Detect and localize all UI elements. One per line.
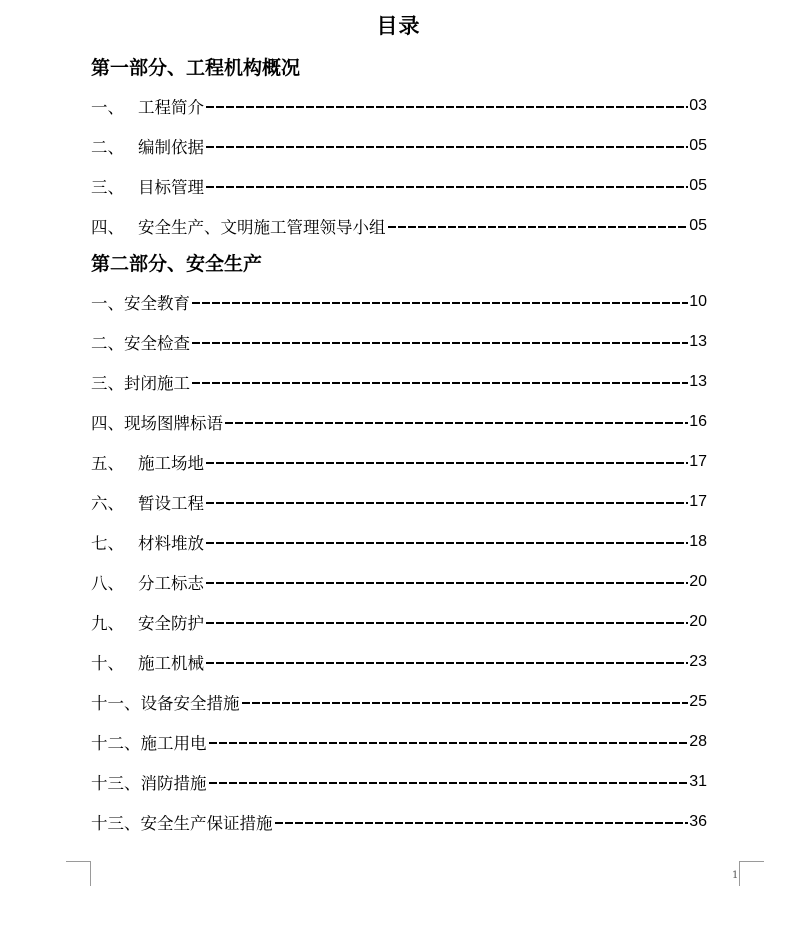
entry-page-number: 20 xyxy=(689,613,707,630)
entry-page-number: 13 xyxy=(689,333,707,350)
entry-page-number: 10 xyxy=(689,293,707,310)
entry-number: 七、 xyxy=(91,534,124,553)
entry-number: 十一、 xyxy=(91,694,141,713)
toc-entry[interactable] xyxy=(91,362,707,402)
entry-number: 二、 xyxy=(91,138,124,157)
toc-entry[interactable] xyxy=(91,802,707,842)
entry-title: 工程简介 xyxy=(138,98,204,117)
dot-leader xyxy=(206,582,688,584)
entry-title: 安全生产保证措施 xyxy=(140,814,273,833)
toc-entry[interactable] xyxy=(91,126,707,166)
dot-leader xyxy=(388,226,689,228)
entry-page-number: 03 xyxy=(689,97,707,114)
dot-leader xyxy=(206,622,688,624)
toc-entry[interactable] xyxy=(91,402,707,442)
entry-title: 施工用电 xyxy=(140,734,207,753)
entry-title: 目标管理 xyxy=(138,178,204,197)
toc-entry[interactable] xyxy=(91,166,707,206)
dot-leader xyxy=(192,382,688,384)
dot-leader xyxy=(192,342,688,344)
dot-leader xyxy=(209,782,689,784)
dot-leader xyxy=(206,662,688,664)
entry-page-number: 36 xyxy=(689,813,707,830)
entry-page-number: 05 xyxy=(689,217,707,234)
entry-title: 安全生产、文明施工管理领导小组 xyxy=(138,218,386,237)
entry-title: 施工场地 xyxy=(138,454,204,473)
entry-page-number: 17 xyxy=(689,453,707,470)
toc-entry[interactable] xyxy=(91,482,707,522)
section-heading: 第二部分、安全生产 xyxy=(91,253,263,275)
entry-title: 消防措施 xyxy=(140,774,207,793)
entry-title: 材料堆放 xyxy=(138,534,204,553)
entry-page-number: 28 xyxy=(689,733,707,750)
toc-entry[interactable] xyxy=(91,322,707,362)
table-of-contents xyxy=(91,50,707,842)
toc-entry[interactable] xyxy=(91,642,707,682)
dot-leader xyxy=(275,822,689,824)
margin-corner-mark-right xyxy=(739,861,764,886)
toc-entry[interactable] xyxy=(91,86,707,126)
entry-title: 安全检查 xyxy=(124,334,190,353)
entry-title: 设备安全措施 xyxy=(140,694,240,713)
entry-page-number: 05 xyxy=(689,177,707,194)
dot-leader xyxy=(206,186,688,188)
toc-entry[interactable] xyxy=(91,522,707,562)
entry-page-number: 16 xyxy=(689,413,707,430)
toc-entry[interactable] xyxy=(91,682,707,722)
entry-page-number: 20 xyxy=(689,573,707,590)
toc-entry[interactable] xyxy=(91,206,707,246)
dot-leader xyxy=(206,146,688,148)
entry-number: 四、 xyxy=(91,414,124,433)
entry-number: 一、 xyxy=(91,98,124,117)
entry-page-number: 13 xyxy=(689,373,707,390)
dot-leader xyxy=(206,106,688,108)
dot-leader xyxy=(206,502,688,504)
entry-title: 施工机械 xyxy=(138,654,204,673)
entry-number: 一、 xyxy=(91,294,124,313)
dot-leader xyxy=(206,462,688,464)
entry-page-number: 18 xyxy=(689,533,707,550)
footer-page-number: 1 xyxy=(732,870,739,881)
entry-number: 十三、 xyxy=(91,774,141,793)
entry-number: 三、 xyxy=(91,374,124,393)
entry-number: 十二、 xyxy=(91,734,141,753)
entry-number: 二、 xyxy=(91,334,124,353)
toc-entry[interactable] xyxy=(91,442,707,482)
toc-entry[interactable] xyxy=(91,602,707,642)
toc-entry[interactable] xyxy=(91,762,707,802)
entry-title: 封闭施工 xyxy=(124,374,190,393)
toc-entry[interactable] xyxy=(91,562,707,602)
entry-number: 六、 xyxy=(91,494,124,513)
entry-title: 分工标志 xyxy=(138,574,204,593)
dot-leader xyxy=(192,302,688,304)
margin-corner-mark-left xyxy=(66,861,91,886)
entry-page-number: 23 xyxy=(689,653,707,670)
entry-page-number: 17 xyxy=(689,493,707,510)
entry-number: 九、 xyxy=(91,614,124,633)
dot-leader xyxy=(242,702,689,704)
toc-entry[interactable] xyxy=(91,282,707,322)
entry-title: 安全教育 xyxy=(124,294,190,313)
entry-title: 暂设工程 xyxy=(138,494,204,513)
entry-page-number: 25 xyxy=(689,693,707,710)
entry-title: 安全防护 xyxy=(138,614,204,633)
section-heading: 第一部分、工程机构概况 xyxy=(91,57,301,79)
entry-number: 十三、 xyxy=(91,814,141,833)
entry-number: 三、 xyxy=(91,178,124,197)
entry-number: 八、 xyxy=(91,574,124,593)
dot-leader xyxy=(206,542,688,544)
entry-number: 五、 xyxy=(91,454,124,473)
entry-number: 四、 xyxy=(91,218,124,237)
entry-number: 十、 xyxy=(91,654,124,673)
dot-leader xyxy=(209,742,689,744)
page-title: 目录 xyxy=(376,13,421,38)
dot-leader xyxy=(225,422,688,424)
entry-page-number: 05 xyxy=(689,137,707,154)
entry-page-number: 31 xyxy=(689,773,707,790)
entry-title: 现场图牌标语 xyxy=(124,414,223,433)
toc-entry[interactable] xyxy=(91,722,707,762)
entry-title: 编制依据 xyxy=(138,138,204,157)
